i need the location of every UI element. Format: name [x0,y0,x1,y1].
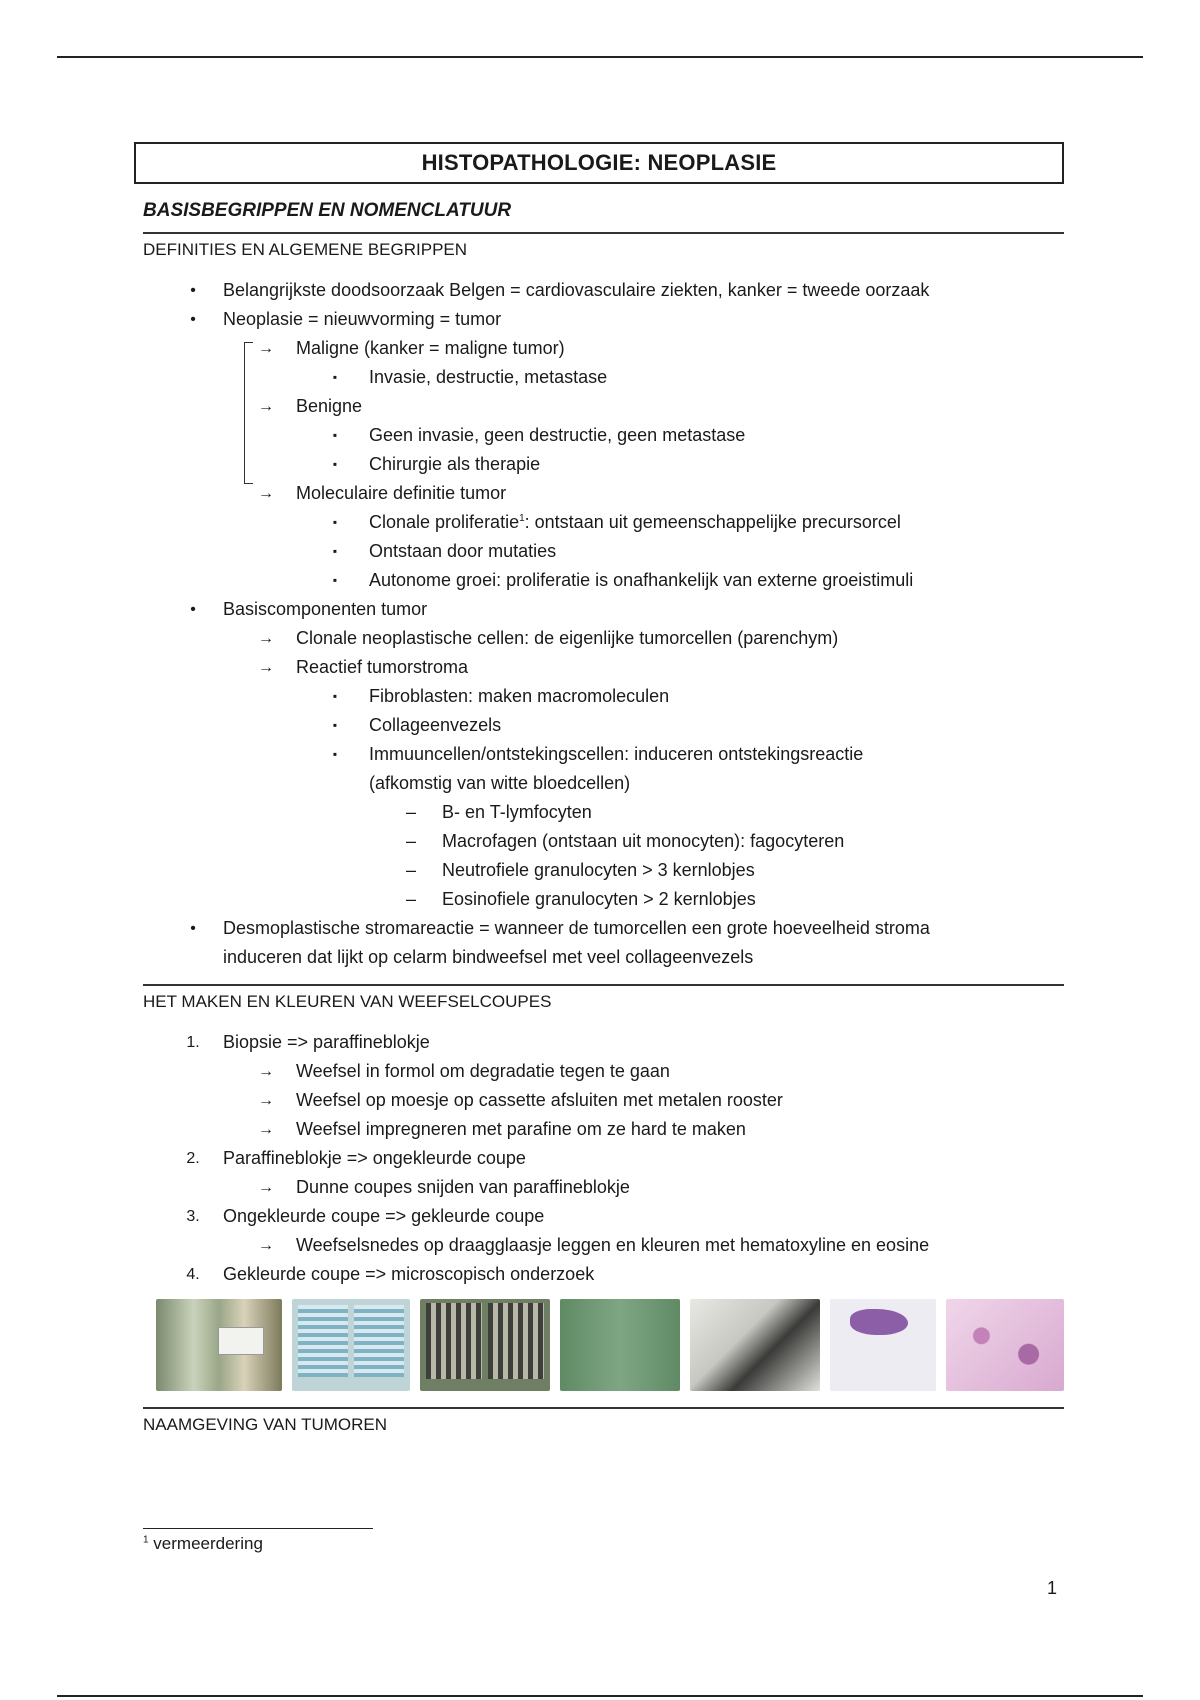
list-item: – B- en T-lymfocyten [143,798,1064,827]
list-item: → Reactief tumorstroma [143,653,1064,682]
cassette [354,1305,404,1377]
list-item: ▪ Collageenvezels [143,711,1064,740]
cassettes-photo [292,1299,410,1391]
arrow-icon: → [258,340,274,357]
dash-icon: – [405,860,416,880]
page-title: HISTOPATHOLOGIE: NEOPLASIE [134,142,1064,184]
stained-tissue [850,1309,908,1335]
list-item-continuation: induceren dat lijkt op celarm bindweefsel met veel collageenvezels [223,947,754,967]
arrow-icon: → [258,1179,274,1196]
bullet-icon: • [190,920,196,937]
chapter-heading: BASISBEGRIPPEN EN NOMENCLATUUR [143,200,512,221]
dash-icon: – [405,889,416,909]
arrow-icon: → [258,1237,274,1254]
block-tray [426,1303,482,1379]
procedure-photo-strip [156,1299,1064,1391]
numbered-item: 1. Biopsie => paraffineblokje [186,1032,430,1052]
list-item: – Macrofagen (ontstaan uit monocyten): fagocyteren [143,827,1064,856]
arrow-icon: → [258,659,274,676]
page-number: 1 [1046,1578,1057,1598]
footnote: $^1$ vermeerdering [143,1534,263,1553]
list-item: • Basiscomponenten tumor [143,595,1064,624]
square-bullet-icon: ▪ [332,428,338,442]
bullet-icon: • [190,601,196,618]
list-item: ▪ Clonale proliferatie$^1$: ontstaan uit gemeenschappelijke precursorcel [143,508,1064,537]
list-item: → Moleculaire definitie tumor [143,479,1064,508]
section-weefselcoupes [143,984,1064,1391]
list-item: • Belangrijkste doodsoorzaak Belgen = cardiovasculaire ziekten, kanker = tweede oorzaak [143,276,1064,305]
list-item: • Neoplasie = nieuwvorming = tumor [143,305,1064,334]
list-item: → Benigne [143,392,1064,421]
dash-icon: – [405,802,416,822]
green-blocks-photo [560,1299,680,1391]
numbered-item: 2. Paraffineblokje => ongekleurde coupe [186,1148,526,1168]
list-item-continuation: (afkomstig van witte bloedcellen) [369,773,631,793]
list-item: ▪ Immuuncellen/ontstekingscellen: induceren ontstekingsreactie [143,740,1064,769]
page-content [134,142,1064,1437]
square-bullet-icon: ▪ [332,544,338,558]
list-item: ▪ Geen invasie, geen destructie, geen metastase [143,421,1064,450]
list-item: – Neutrofiele granulocyten > 3 kernlobjes [143,856,1064,885]
arrow-icon: → [258,398,274,415]
dash-icon: – [405,831,416,851]
list-item: → Dunne coupes snijden van paraffineblokje [143,1173,1064,1202]
section-definities [143,232,1064,972]
jar-label [218,1327,264,1355]
microscopy-photo [946,1299,1064,1391]
square-bullet-icon: ▪ [332,457,338,471]
stained-slides-photo [830,1299,936,1391]
list-item: ▪ Ontstaan door mutaties [143,537,1064,566]
section-heading: NAAMGEVING VAN TUMOREN [143,1415,388,1434]
square-bullet-icon: ▪ [332,573,338,587]
arrow-icon: → [258,1121,274,1138]
section-heading: HET MAKEN EN KLEUREN VAN WEEFSELCOUPES [143,992,552,1011]
list-item: → Maligne (kanker = maligne tumor) [143,334,1064,363]
list-item: → Clonale neoplastische cellen: de eigenlijke tumorcellen (parenchym) [143,624,1064,653]
page-bottom-rule [57,1695,1143,1697]
page-top-rule [57,56,1143,58]
bullet-icon: • [190,282,196,299]
square-bullet-icon: ▪ [332,370,338,384]
procedure-list [143,1028,1064,1289]
microtome-photo [690,1299,820,1391]
bullet-icon: • [190,311,196,328]
numbered-item: 3. Ongekleurde coupe => gekleurde coupe [186,1206,545,1226]
section-heading: DEFINITIES EN ALGEMENE BEGRIPPEN [143,240,468,259]
cassette [298,1305,348,1377]
footnote-ref[interactable]: 1 [519,513,525,524]
arrow-icon: → [258,630,274,647]
list-item: → Weefsel op moesje op cassette afsluiten met metalen rooster [143,1086,1064,1115]
numbered-item: 4. Gekleurde coupe => microscopisch onderzoek [186,1264,595,1284]
arrow-icon: → [258,485,274,502]
list-item: • Desmoplastische stromareactie = wanneer de tumorcellen een grote hoeveelheid stroma [143,914,1064,943]
footnote-separator [143,1528,373,1529]
definities-list [143,276,1064,972]
list-item: → Weefsel impregneren met parafine om ze hard te maken [143,1115,1064,1144]
list-item: – Eosinofiele granulocyten > 2 kernlobjes [143,885,1064,914]
square-bullet-icon: ▪ [332,689,338,703]
section-naamgeving [143,1407,1064,1437]
list-item: ▪ Invasie, destructie, metastase [143,363,1064,392]
list-item: ▪ Chirurgie als therapie [143,450,1064,479]
list-item: → Weefsel in formol om degradatie tegen te gaan [143,1057,1064,1086]
list-item: ▪ Autonome groei: proliferatie is onafhankelijk van externe groeistimuli [143,566,1064,595]
block-tray [488,1303,544,1379]
arrow-icon: → [258,1092,274,1109]
square-bullet-icon: ▪ [332,515,338,529]
list-item: ▪ Fibroblasten: maken macromoleculen [143,682,1064,711]
list-item: → Weefselsnedes op draagglaasje leggen en kleuren met hematoxyline en eosine [143,1231,1064,1260]
square-bullet-icon: ▪ [332,747,338,761]
arrow-icon: → [258,1063,274,1080]
paraffin-blocks-photo [420,1299,550,1391]
square-bullet-icon: ▪ [332,718,338,732]
formol-jars-photo [156,1299,282,1391]
